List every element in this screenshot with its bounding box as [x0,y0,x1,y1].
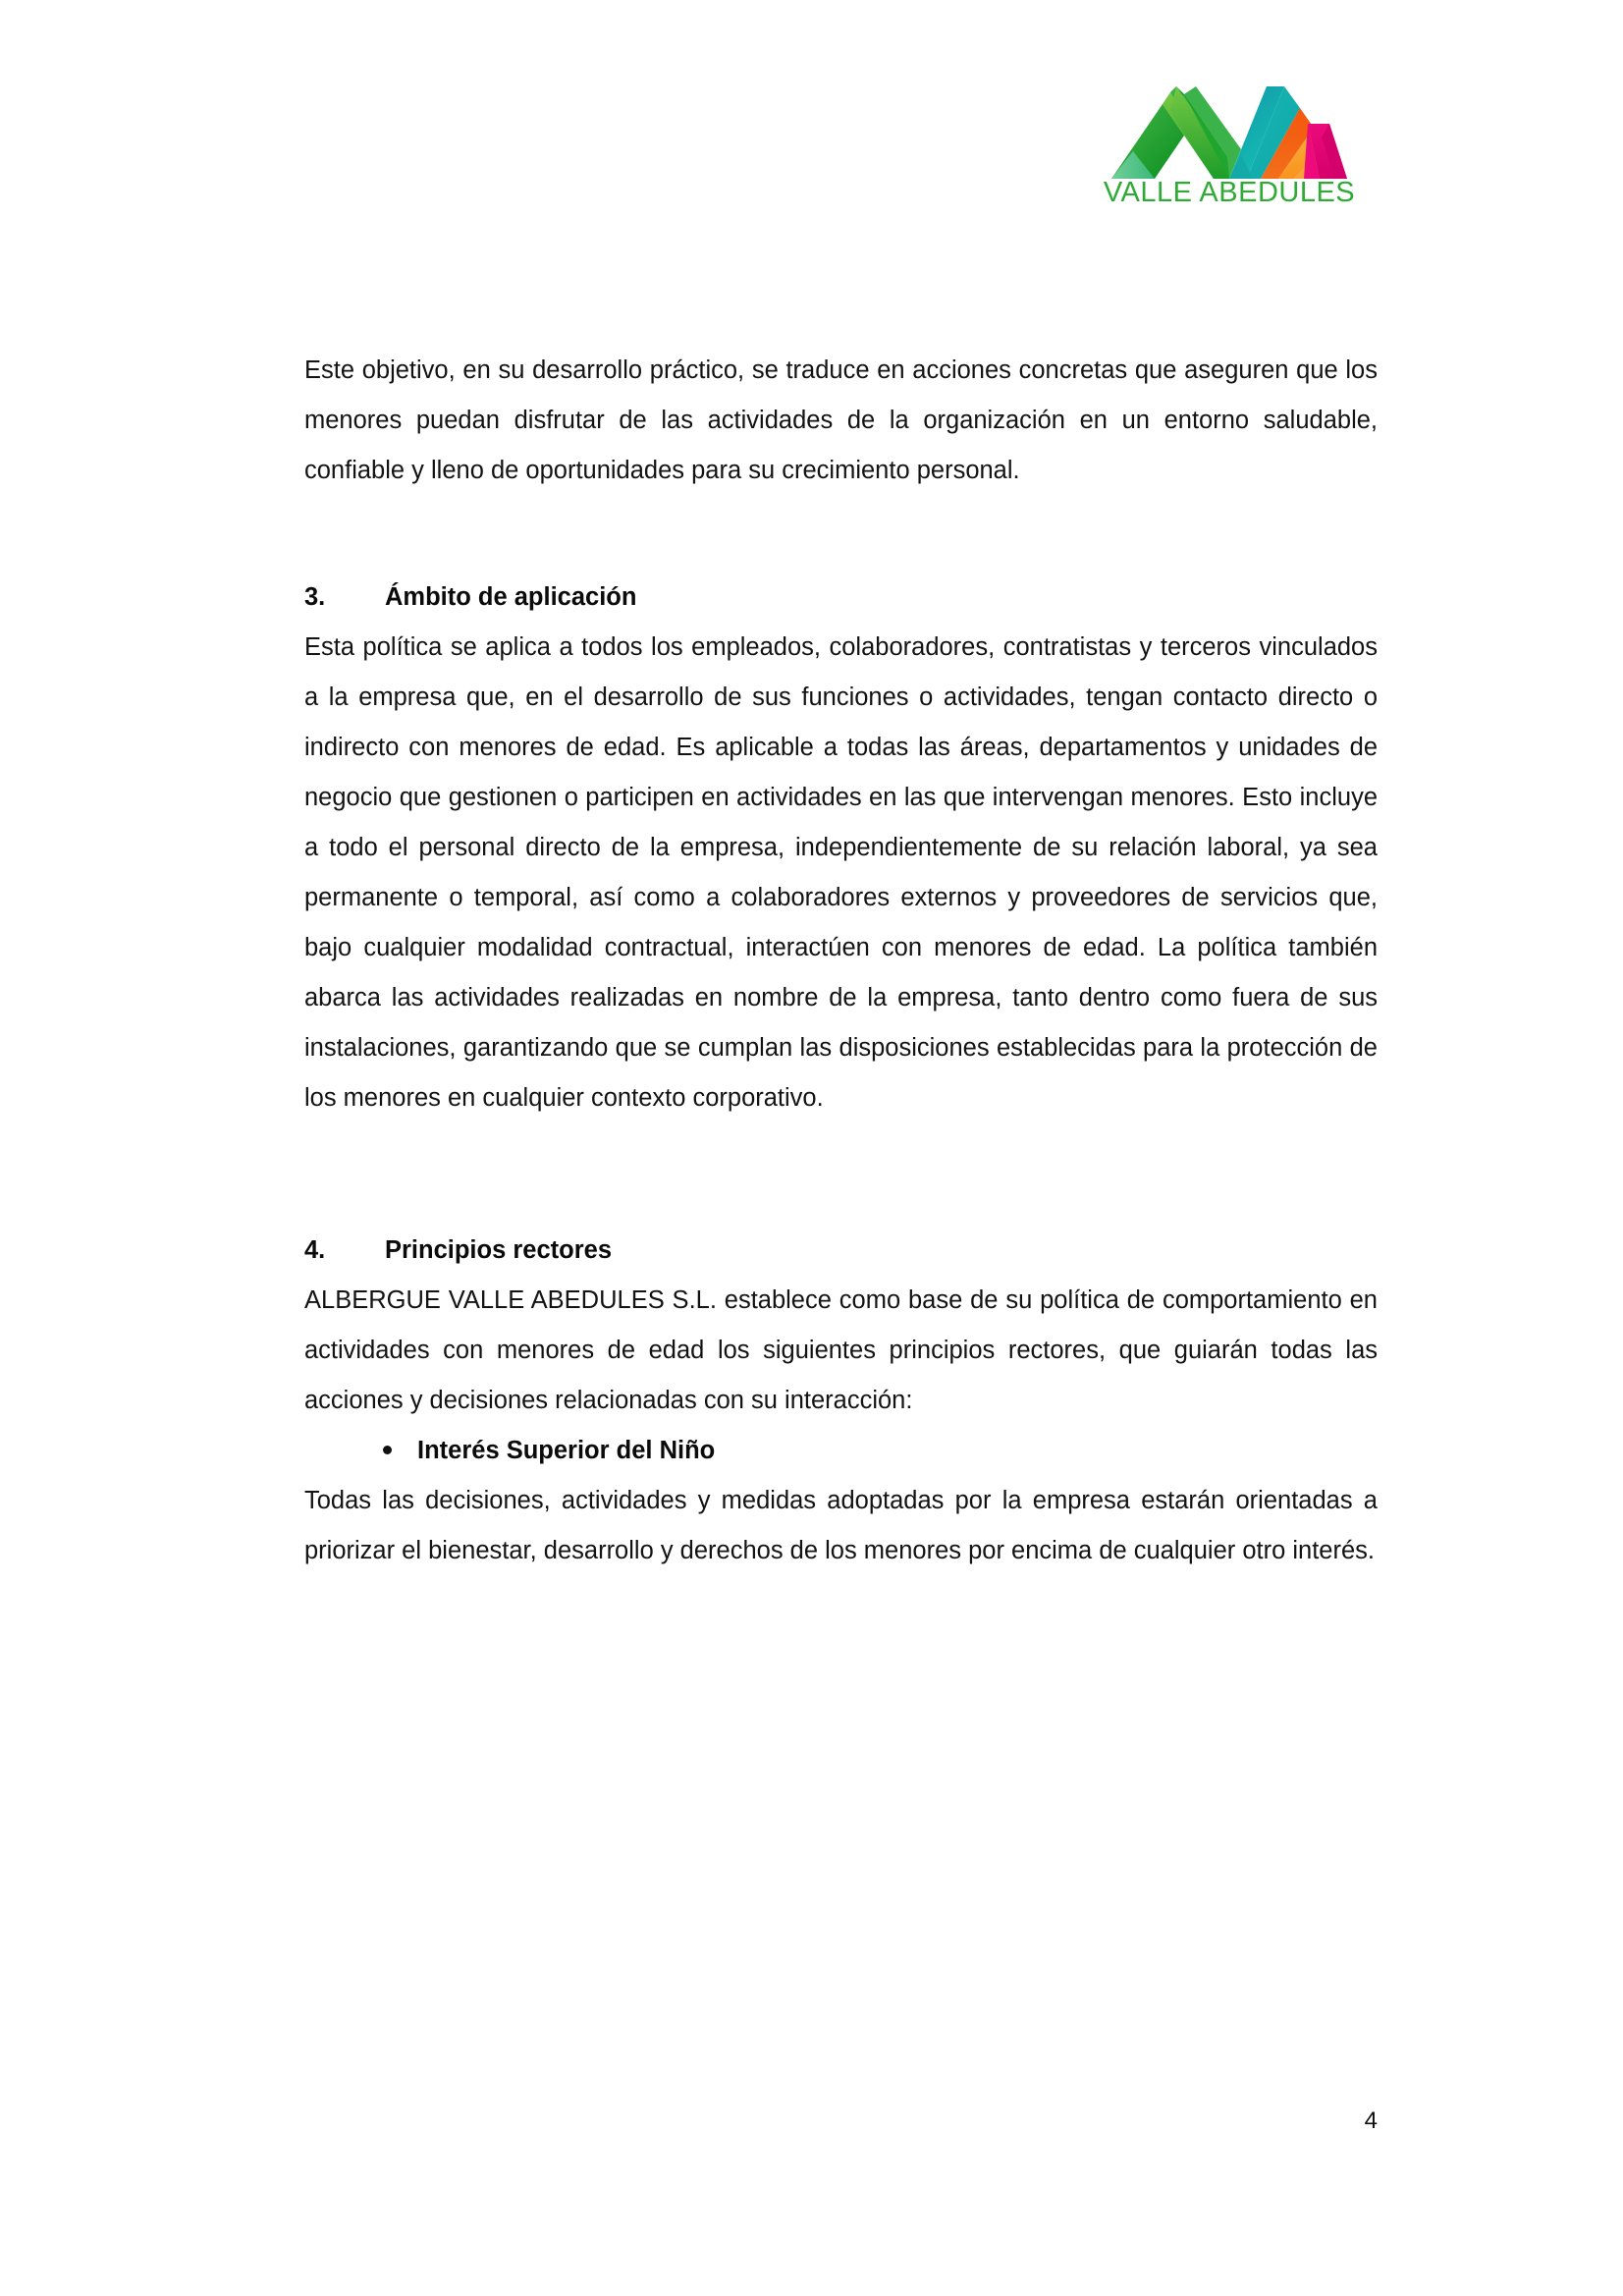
valle-abedules-mountain-logo-icon [1111,77,1347,183]
section-3-heading [304,573,1378,623]
section-4-paragraph: ALBERGUE VALLE ABEDULES S.L. establece como base de su política de comportamiento en actividades con menores de edad los siguientes principios rectores, que guiarán todas las acciones y decisiones relacionadas con su interacción: [304,1286,1378,1414]
section-3-number: 3. [304,583,326,611]
principles-list [304,1426,1378,1476]
document-body [304,346,1378,1576]
page-number: 4 [1364,2107,1378,2134]
bullet-dot-icon [383,1446,392,1454]
spacer [304,1123,1378,1226]
principle-label: Interés Superior del Niño [417,1437,716,1464]
section-3-paragraph: Esta política se aplica a todos los empleados, colaboradores, contratistas y terceros vinculados a la empresa que, en el desarrollo de sus funciones o actividades, tengan contacto directo o indirecto con menores de edad. Es aplicable a todas las áreas, departamentos y unidades de negocio que gestionen o participen en actividades en las que intervengan menores. Esto incluye a todo el personal directo de la empresa, independientemente de su relación laboral, ya sea permanente o temporal, así como a colaboradores externos y proveedores de servicios que, bajo cualquier modalidad contractual, interactúen con menores de edad. La política también abarca las actividades realizadas en nombre de la empresa, tanto dentro como fuera de sus instalaciones, garantizando que se cumplan las disposiciones establecidas para la protección de los menores en cualquier contexto corporativo. [304,633,1378,1112]
page-header [0,77,1623,224]
company-logo [1098,77,1361,224]
spacer [304,496,1378,573]
section-4-title: Principios rectores [385,1236,613,1264]
section-4-heading [304,1226,1378,1276]
section-4-number: 4. [304,1236,326,1264]
list-item [304,1426,1378,1476]
intro-paragraph: Este objetivo, en su desarrollo práctico, se traduce en acciones concretas que aseguren que los menores puedan disfrutar de las actividades de la organización en un entorno saludable, confiable y lleno de oportunidades para su crecimiento personal. [304,356,1378,484]
logo-wordmark: VALLE ABEDULES [1103,177,1356,208]
section-3-title: Ámbito de aplicación [385,583,637,611]
principle-paragraph: Todas las decisiones, actividades y medidas adoptadas por la empresa estarán orientadas a priorizar el bienestar, desarrollo y derechos de los menores por encima de cualquier otro interés. [304,1487,1378,1564]
